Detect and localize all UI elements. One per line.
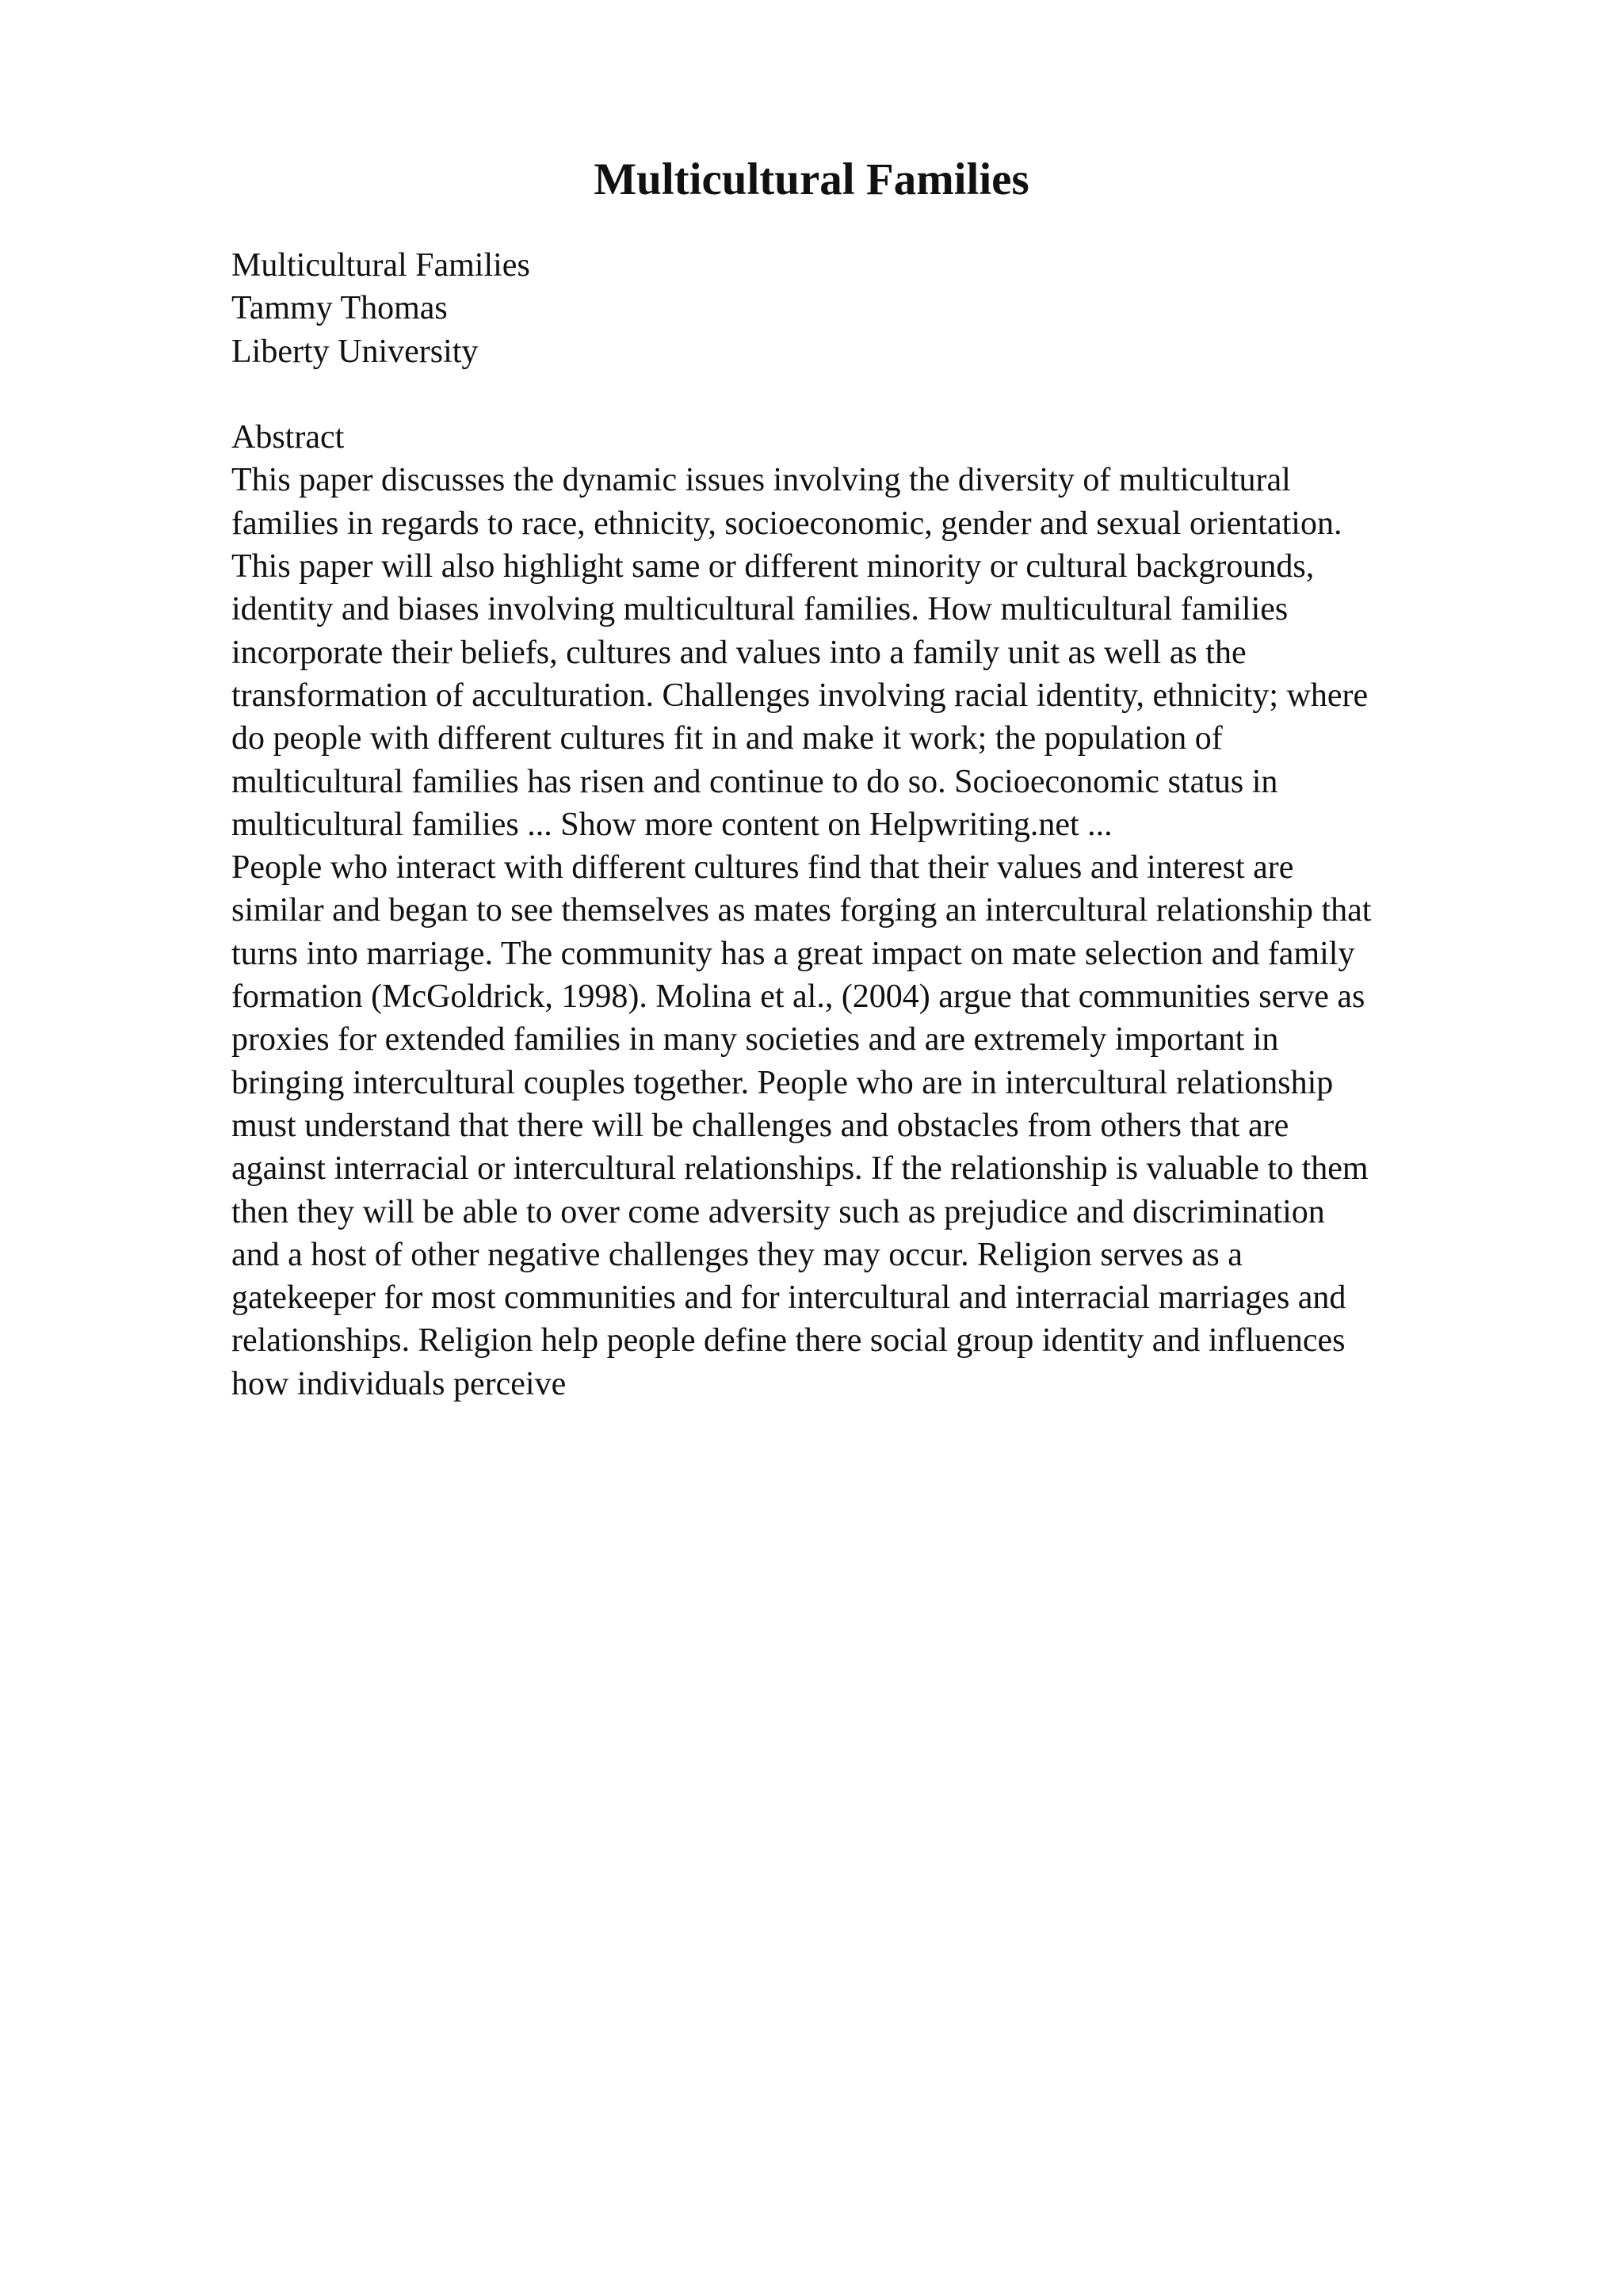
body-line: formation (McGoldrick, 1998). Molina et al., (2004) argue that communities serve as xyxy=(231,978,1365,1016)
body-line: against interracial or intercultural relationships. If the relationship is valuable to them xyxy=(231,1150,1369,1188)
body-line: gatekeeper for most communities and for intercultural and interracial marriages and xyxy=(231,1280,1346,1317)
document-title: Multicultural Families xyxy=(594,154,1029,204)
abstract-line: multicultural families ... Show more content on Helpwriting.net ... xyxy=(231,806,1113,843)
body-line: and a host of other negative challenges they may occur. Religion serves as a xyxy=(231,1236,1243,1273)
body-line: proxies for extended families in many societies and are extremely important in xyxy=(231,1021,1279,1058)
abstract-line: families in regards to race, ethnicity, socioeconomic, gender and sexual orientation. xyxy=(231,505,1342,542)
header-line-title: Multicultural Families xyxy=(231,247,530,284)
abstract-line: transformation of acculturation. Challenges involving racial identity, ethnicity; where xyxy=(231,677,1369,714)
abstract-line: multicultural families has risen and continue to do so. Socioeconomic status in xyxy=(231,763,1278,800)
body-line: how individuals perceive xyxy=(231,1365,567,1402)
abstract-line: incorporate their beliefs, cultures and values into a family unit as well as the xyxy=(231,634,1247,671)
body-line: similar and began to see themselves as mates forging an intercultural relationship that xyxy=(231,892,1372,929)
abstract-line: This paper will also highlight same or different minority or cultural backgrounds, xyxy=(231,548,1315,585)
abstract-heading: Abstract xyxy=(231,419,345,456)
abstract-line: do people with different cultures fit in and make it work; the population of xyxy=(231,720,1223,757)
body-line: People who interact with different cultures find that their values and interest are xyxy=(231,849,1294,887)
abstract-line: identity and biases involving multicultural families. How multicultural families xyxy=(231,591,1289,628)
body-line: bringing intercultural couples together. People who are in intercultural relationship xyxy=(231,1064,1334,1101)
body-line: then they will be able to over come adversity such as prejudice and discrimination xyxy=(231,1193,1325,1230)
abstract-line: This paper discusses the dynamic issues involving the diversity of multicultural xyxy=(231,462,1291,499)
header-line-institution: Liberty University xyxy=(231,333,479,370)
body-line: must understand that there will be challenges and obstacles from others that are xyxy=(231,1107,1289,1144)
body-line: turns into marriage. The community has a great impact on mate selection and family xyxy=(231,935,1355,972)
document-body xyxy=(231,244,1515,1405)
blank-line xyxy=(231,373,1515,416)
header-line-author: Tammy Thomas xyxy=(231,290,448,327)
body-line: relationships. Religion help people define there social group identity and influences xyxy=(231,1322,1346,1360)
